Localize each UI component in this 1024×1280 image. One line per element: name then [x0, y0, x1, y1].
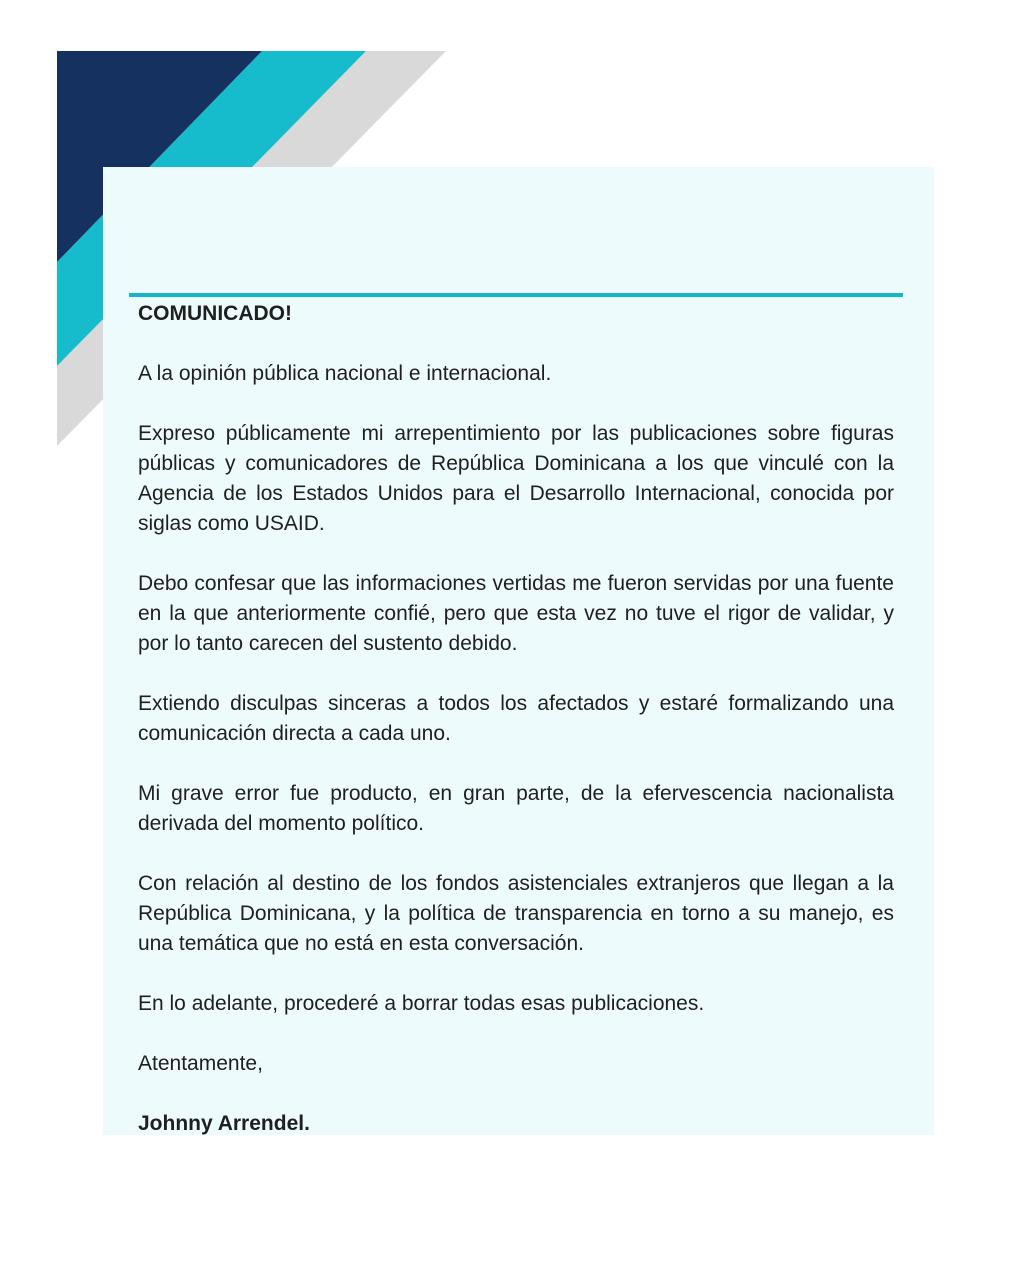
- letter-closing: Atentamente,: [138, 1052, 263, 1075]
- header-rule: [129, 293, 903, 297]
- letter-signature: Johnny Arrendel.: [138, 1112, 310, 1135]
- letter-paragraph: Extiendo disculpas sinceras a todos los afectados y estaré formalizando una comunicación directa a cada uno.: [138, 692, 894, 745]
- letter-paragraph: Expreso públicamente mi arrepentimiento por las publicaciones sobre figuras públicas y comunicadores de República Dominicana a los que vinculé con la Agencia de los Estados Unidos para el Desarrollo Internacional, conocida por siglas como USAID.: [138, 422, 894, 535]
- letter-paragraph: Mi grave error fue producto, en gran parte, de la efervescencia nacionalista derivada del momento político.: [138, 782, 894, 835]
- letter-paragraph: Con relación al destino de los fondos asistenciales extranjeros que llegan a la República Dominicana, y la política de transparencia en torno a su manejo, es una temática que no está en esta conversación.: [138, 872, 894, 955]
- letter-paragraph: Debo confesar que las informaciones vertidas me fueron servidas por una fuente en la que anteriormente confié, pero que esta vez no tuve el rigor de validar, y por lo tanto carecen del sustento debido.: [138, 572, 894, 655]
- letter-body: [138, 299, 894, 1169]
- letter-paragraph: En lo adelante, procederé a borrar todas esas publicaciones.: [138, 992, 705, 1015]
- letter-salutation: A la opinión pública nacional e internacional.: [138, 362, 552, 385]
- letter-heading: COMUNICADO!: [138, 302, 292, 325]
